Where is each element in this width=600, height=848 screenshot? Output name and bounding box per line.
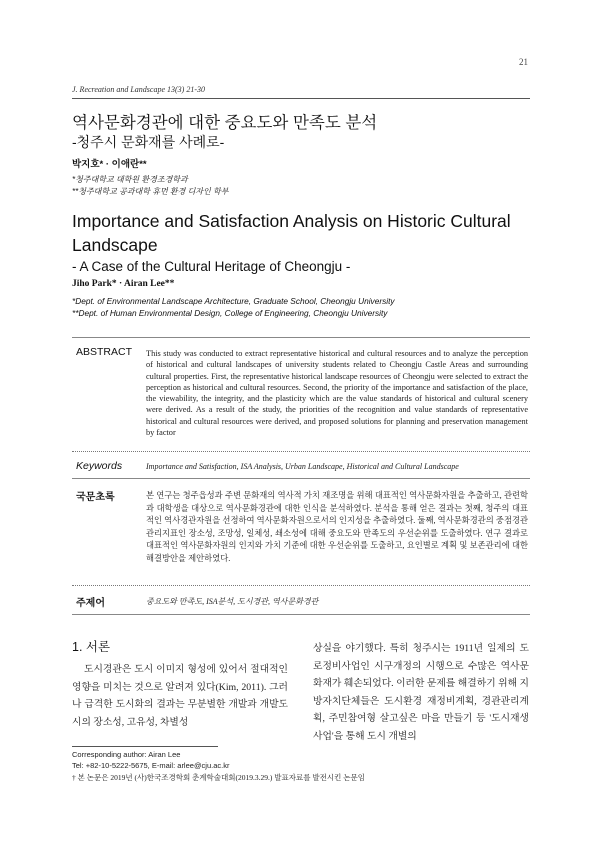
korean-affiliation-2: **청주대학교 공과대학 휴먼 환경 디자인 학부 <box>72 187 229 196</box>
english-affiliation-1: *Dept. of Environmental Landscape Architecture, Graduate School, Cheongju University <box>72 296 395 306</box>
header-rule <box>72 98 530 99</box>
intro-right-column: 상실을 야기했다. 특히 청주시는 1911년 일제의 도로정비사업인 시구개정의 시행으로 수많은 역사문화재가 훼손되었다. 이러한 문제를 해결하기 위해 지방자치단체들은 도시환경 재정비계획, 경관관리계획, 주민참여형 살고싶은 마을 만들기 등 '도시재생사업'을 통해 도시 개별의 <box>313 643 529 742</box>
keywords-bottom-rule <box>72 614 530 615</box>
journal-citation: J. Recreation and Landscape 13(3) 21-30 <box>72 85 206 94</box>
korean-abstract-top-rule <box>72 478 530 479</box>
korean-keywords-top-rule <box>72 585 530 586</box>
page-number: 21 <box>519 57 528 67</box>
english-authors: Jiho Park* · Airan Lee** <box>72 279 175 289</box>
intro-left-column: 도시경관은 도시 이미지 형성에 있어서 절대적인 영향을 미치는 것으로 알려져 있다(Kim, 2011). 그러나 급격한 도시화의 결과는 무분별한 개발과 개발도시의 장소성, 고유성, 차별성 <box>72 664 288 728</box>
corresponding-author: Corresponding author: Airan Lee <box>72 750 181 759</box>
korean-title: 역사문화경관에 대한 중요도와 만족도 분석 <box>72 114 378 132</box>
abstract-text: This study was conducted to extract representative historical and cultural resources and to analyze the perception of historical and cultural landscapes of university students related to Cheongju Castle Areas and surrounding cultural properties. First, the representative historical landscape resources of Cheongju were selected to extract the perception as historical and cultural resources. Second, the priority of the importance and satisfaction of the place, the viewability, the integrity, and the plasticity which are the value standards of historical and cultural scenery were derived. As a result of the study, the priorities of the recognition and value standards of representative historical and cultural resources were derived, and proposed solutions for planning and preservation management by factor <box>146 349 528 438</box>
keywords-top-rule <box>72 451 530 452</box>
english-title: Importance and Satisfaction Analysis on Historic Cultural Landscape <box>72 211 511 255</box>
korean-affiliation-1: *청주대학교 대학원 환경조경학과 <box>72 175 188 184</box>
korean-abstract-label: 국문초록 <box>76 492 115 503</box>
korean-abstract-text: 본 연구는 청주읍성과 주변 문화재의 역사적 가치 재조명을 위해 대표적인 역사문화자원을 추출하고, 관련학과 대학생을 대상으로 역사문화경관에 대한 인식을 분석하였다. 분석을 통해 얻은 결과는 첫째, 청주의 대표적인 역사경관자원을 선정하여 역사문화자원으로서의 인지성을 추출하였다. 둘째, 역사문화경관의 중점경관 관리지표인 장소성, 조망성, 일체성, 쇄소성에 대해 중요도와 만족도의 우선순위를 도출하였다. 연구 결과로 대표적인 역사문화자원의 인지와 가치 기준에 대한 우선순위를 도출하고, 요인별로 계획 및 보존관리에 대한 해결방안을 제안하였다. <box>146 491 528 563</box>
intro-heading: 1. 서론 <box>72 640 111 654</box>
abstract-label: ABSTRACT <box>76 346 133 358</box>
keywords-label: Keywords <box>76 460 123 472</box>
korean-keywords-text: 중요도와 만족도, ISA분석, 도시경관, 역사문화경관 <box>146 597 319 606</box>
english-affiliation-2: **Dept. of Human Environmental Design, College of Engineering, Cheongju University <box>72 308 388 318</box>
abstract-top-rule <box>72 337 530 338</box>
footnote-rule <box>72 746 218 747</box>
korean-keywords-label: 주제어 <box>76 598 105 609</box>
korean-authors: 박지호* · 이애란** <box>72 159 147 170</box>
footnote-note: † 본 논문은 2019년 (사)한국조경학회 춘계학술대회(2019.3.29.) 발표자료를 발전시킨 논문임 <box>72 773 365 782</box>
keywords-text: Importance and Satisfaction, ISA Analysis, Urban Landscape, Historical and Cultural Landscape <box>146 462 459 471</box>
korean-subtitle: -청주시 문화재를 사례로- <box>72 134 225 150</box>
english-subtitle: - A Case of the Cultural Heritage of Cheongju - <box>72 259 351 274</box>
contact-info: Tel: +82-10-5222-5675, E-mail: arlee@cju.ac.kr <box>72 761 230 770</box>
